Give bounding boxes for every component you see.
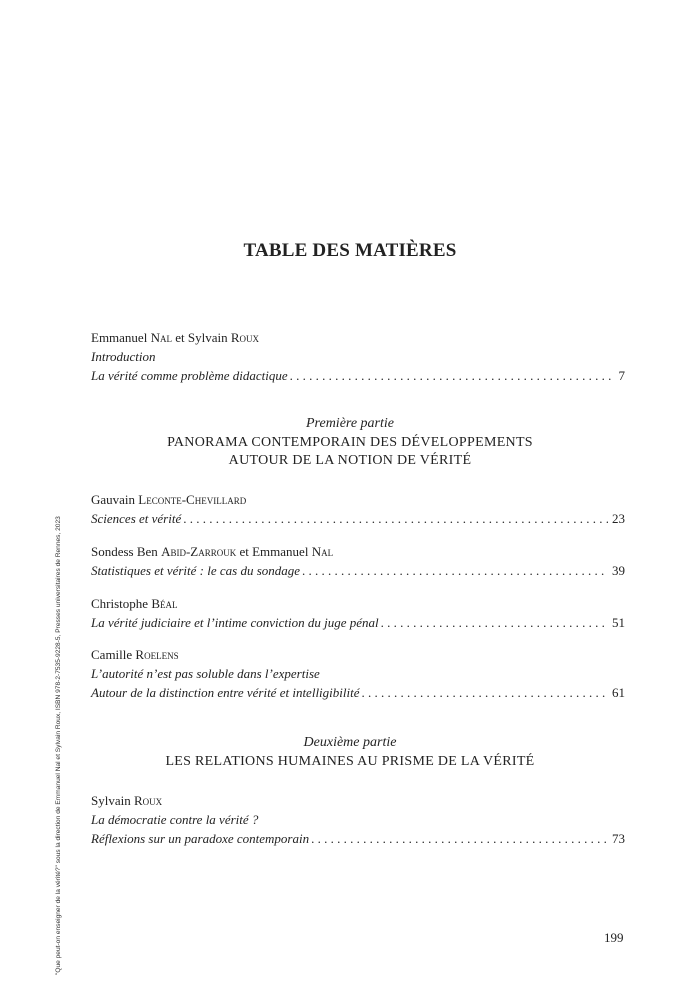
page-number: 199: [604, 930, 624, 945]
part-title: AUTOUR DE LA NOTION DE VÉRITÉ: [228, 453, 472, 468]
page-title: TABLE DES MATIÈRES: [243, 240, 457, 261]
page-ref: 39: [612, 563, 625, 578]
leader-dots: [183, 509, 608, 528]
author-first: Sylvain: [187, 330, 231, 345]
author-last: Roux: [133, 793, 163, 808]
author-last: Nal: [150, 330, 172, 345]
toc-entry: [91, 594, 625, 632]
author-first: Christophe: [91, 596, 152, 611]
part-title: LES RELATIONS HUMAINES AU PRISME DE LA VÉRITÉ: [165, 754, 535, 769]
entry-title: Statistiques et vérité : le cas du sondage: [91, 563, 301, 578]
entry-title: Autour de la distinction entre vérité et intelligibilité: [91, 685, 360, 700]
entry-title: Sciences et vérité: [91, 511, 182, 526]
side-copyright-note: "Que peut-on enseigner de la vérité?" sous la direction de Emmanuel Nal et Sylvain Roux, ISBN 978-2-7535-9228-5, Presses universitaires de Rennes, 2023: [55, 516, 62, 975]
entry-subtitle: L’autorité n’est pas soluble dans l’expertise: [91, 666, 320, 681]
leader-dots: [311, 829, 608, 848]
author-first: Sylvain: [91, 793, 134, 808]
toc-line[interactable]: [91, 509, 625, 528]
page-ref: 7: [618, 368, 625, 383]
toc-line[interactable]: [91, 613, 625, 632]
page-ref: 51: [612, 615, 625, 630]
author-last: Béal: [151, 596, 178, 611]
entry-subtitle: La démocratie contre la vérité ?: [91, 812, 259, 827]
connector: et Emmanuel: [236, 544, 312, 559]
leader-dots: [381, 613, 608, 632]
part-title: PANORAMA CONTEMPORAIN DES DÉVELOPPEMENTS: [167, 435, 533, 450]
author-line: [91, 490, 625, 509]
author-last: Abid-Zarrouk: [161, 544, 237, 559]
toc-entry: [91, 542, 625, 580]
part-label: Deuxième partie: [303, 735, 397, 750]
leader-dots: [290, 366, 615, 385]
page-ref: 61: [612, 685, 625, 700]
page-ref: 73: [612, 831, 625, 846]
toc-line[interactable]: [91, 683, 625, 702]
toc-line[interactable]: [91, 366, 625, 385]
author-last: Leconte-Chevillard: [138, 492, 247, 507]
toc-entry: [91, 490, 625, 528]
author-line: [91, 645, 625, 664]
author-last: Roux: [230, 330, 260, 345]
entry-title: Réflexions sur un paradoxe contemporain: [91, 831, 310, 846]
author-first: Gauvain: [91, 492, 139, 507]
page-ref: 23: [612, 511, 625, 526]
author-last: Nal: [311, 544, 334, 559]
entry-subtitle: Introduction: [91, 349, 156, 364]
connector: et: [171, 330, 188, 345]
author-line: [91, 594, 625, 613]
entry-title: La vérité comme problème didactique: [91, 368, 288, 383]
author-line: [91, 328, 625, 347]
author-first: Emmanuel: [91, 330, 151, 345]
leader-dots: [302, 561, 608, 580]
toc-line[interactable]: [91, 829, 625, 848]
leader-dots: [362, 683, 609, 702]
author-last: Roelens: [135, 647, 179, 662]
toc-entry: [91, 791, 625, 848]
author-first: Sondess Ben: [91, 544, 162, 559]
part-heading-2: [0, 733, 700, 771]
toc-line[interactable]: [91, 561, 625, 580]
toc-entry: [91, 645, 625, 702]
author-line: [91, 791, 625, 810]
author-first: Camille: [91, 647, 136, 662]
entry-title: La vérité judiciaire et l’intime conviction du juge pénal: [91, 615, 379, 630]
part-heading-1: [0, 414, 700, 470]
toc-entry-introduction: [91, 328, 625, 385]
part-label: Première partie: [306, 416, 394, 431]
author-line: [91, 542, 625, 561]
